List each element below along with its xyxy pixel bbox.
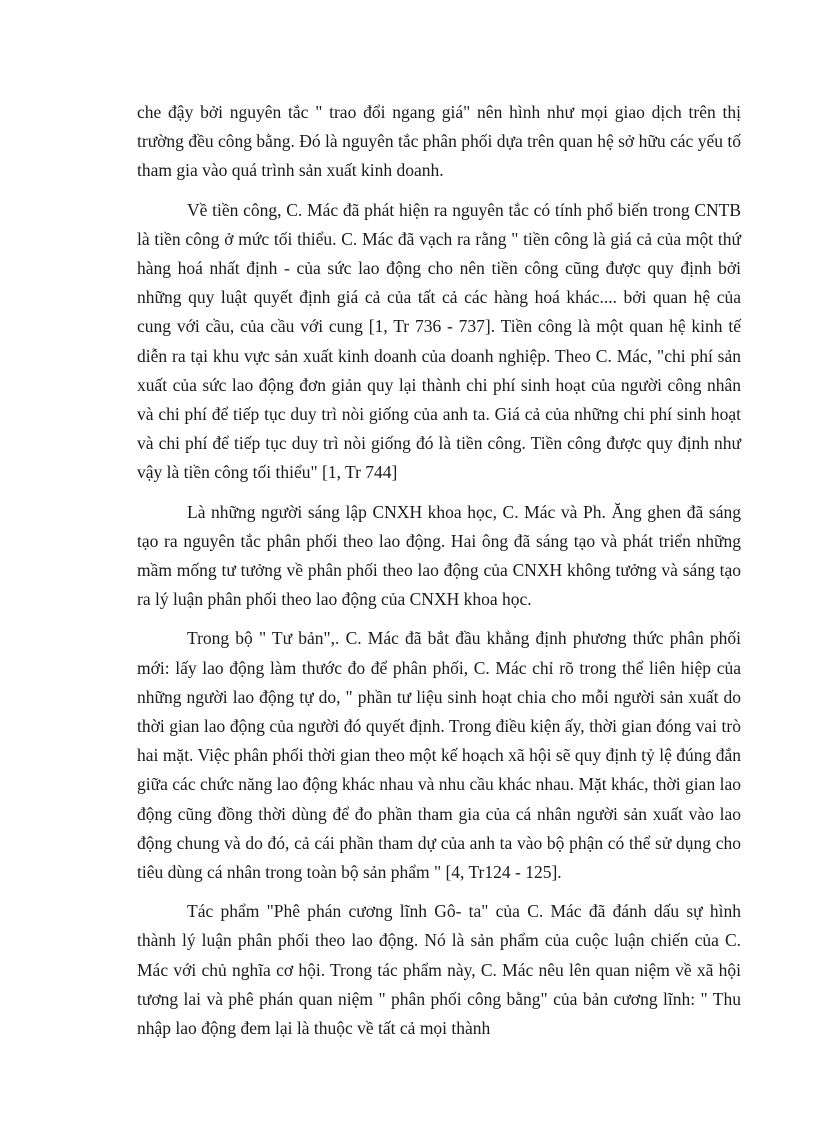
paragraph-gotha: Tác phẩm "Phê phán cương lĩnh Gô- ta" của C. Mác đã đánh dấu sự hình thành lý luận phân phối theo lao động. Nó là sản phẩm của cuộc luận chiến của C. Mác với chủ nghĩa cơ hội. Trong tác phẩm này, C. Mác nêu lên quan niệm về xã hội tương lai và phê phán quan niệm " phân phối công bằng" của bản cương lĩnh: " Thu nhập lao động đem lại là thuộc về tất cả mọi thành: [137, 901, 741, 1039]
paragraph-continuation: che đậy bởi nguyên tắc " trao đổi ngang giá" nên hình như mọi giao dịch trên thị trường đều công bằng. Đó là nguyên tắc phân phối dựa trên quan hệ sở hữu các yếu tố tham gia vào quá trình sản xuất kinh doanh.: [137, 102, 741, 181]
paragraph-capital: Trong bộ " Tư bản",. C. Mác đã bắt đầu khẳng định phương thức phân phối mới: lấy lao động làm thước đo để phân phối, C. Mác chỉ rõ trong thể liên hiệp của những người lao động tự do, " phần tư liệu sinh hoạt chia cho mỗi người sản xuất do thời gian lao động của người đó quyết định. Trong điều kiện ấy, thời gian đóng vai trò hai mặt. Việc phân phối thời gian theo một kế hoạch xã hội sẽ quy định tỷ lệ đúng đắn giữa các chức năng lao động khác nhau và nhu cầu khác nhau. Mặt khác, thời gian lao động cũng đồng thời dùng để đo phần tham gia của cá nhân người sản xuất vào lao động chung và do đó, cả cái phần tham dự của anh ta vào bộ phận có thể sử dụng cho tiêu dùng cá nhân trong toàn bộ sản phẩm " [4, Tr124 - 125].: [137, 628, 741, 883]
paragraph-founders: Là những người sáng lập CNXH khoa học, C. Mác và Ph. Ăng ghen đã sáng tạo ra nguyên tắc phân phối theo lao động. Hai ông đã sáng tạo và phát triển những mầm mống tư tưởng về phân phối theo lao động của CNXH không tưởng và sáng tạo ra lý luận phân phối theo lao động của CNXH khoa học.: [137, 501, 741, 610]
document-page: [137, 98, 741, 1053]
paragraph-wages: Về tiền công, C. Mác đã phát hiện ra nguyên tắc có tính phổ biến trong CNTB là tiền công ở mức tối thiểu. C. Mác đã vạch ra rằng " tiền công là giá cả của một thứ hàng hoá nhất định - của sức lao động cho nên tiền công cũng được quy định bởi những quy luật quyết định giá cả của tất cả các hàng hoá khác.... bởi quan hệ của cung với cầu, của cầu với cung [1, Tr 736 - 737]. Tiền công là một quan hệ kinh tế diễn ra tại khu vực sản xuất kinh doanh của doanh nghiệp. Theo C. Mác, "chi phí sản xuất của sức lao động đơn giản quy lại thành chi phí sinh hoạt của người công nhân và chi phí để tiếp tục duy trì nòi giống của anh ta. Giá cả của những chi phí sinh hoạt và chi phí để tiếp tục duy trì nòi giống đó là tiền công. Tiền công được quy định như vậy là tiền công tối thiểu" [1, Tr 744]: [137, 199, 741, 483]
